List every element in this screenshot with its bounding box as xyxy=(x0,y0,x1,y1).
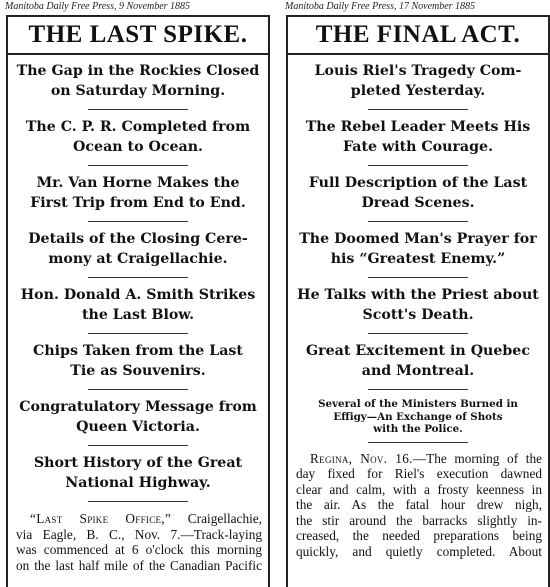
left-deck-7: Congratulatory Message from Queen Victoria. xyxy=(19,399,257,435)
dateline: “Last Spike Office,” xyxy=(30,511,172,526)
left-deck-1: The Gap in the Rockies Closed on Saturday Morning. xyxy=(16,63,260,99)
right-clipping xyxy=(284,0,550,587)
left-deck-6: Chips Taken from the Last Tie as Souvenirs. xyxy=(33,343,243,379)
right-deck-2: The Rebel Leader Meets His Fate with Courage. xyxy=(305,119,531,155)
left-deck-2: The C. P. R. Completed from Ocean to Ocean. xyxy=(25,119,251,155)
left-headline: THE LAST SPIKE. xyxy=(8,17,268,55)
left-article-body: “Last Spike Office,” Craigellachie, via Eagle, B. C., Nov. 7.—Track-laying was commenced at 6 o'clock this morning on the last half mile of the Canadian Pacific xyxy=(16,511,263,573)
dateline: Regina, Nov. 16. xyxy=(310,450,413,466)
right-article-body: Regina, Nov. 16.—The morning of the day fixed for Riel's execution dawned clear and calm, with a frosty keenness in the air. As the fatal hour drew nigh, the stir around the barracks slightly in- creased, the needed preparations being quickly, and quietly completed. About xyxy=(296,450,542,559)
right-deck-4: The Doomed Man's Prayer for his “Greatest Enemy.” xyxy=(299,231,537,267)
right-deck-3: Full Description of the Last Dread Scenes. xyxy=(308,175,528,211)
left-source-caption: Manitoba Daily Free Press, 9 November 1885 xyxy=(5,1,191,12)
left-frame xyxy=(6,15,270,587)
left-deck-5: Hon. Donald A. Smith Strikes the Last Blow. xyxy=(20,287,256,323)
right-deck-6: Great Excitement in Quebec and Montreal. xyxy=(306,343,530,379)
right-headline: THE FINAL ACT. xyxy=(288,17,548,55)
right-deck-1: Louis Riel's Tragedy Com- pleted Yesterday. xyxy=(314,63,522,99)
right-subdeck: Several of the Ministers Burned in Effigy—An Exchange of Shots with the Police. xyxy=(318,398,518,435)
left-deck-4: Details of the Closing Cere- mony at Craigellachie. xyxy=(28,231,248,267)
left-deck-3: Mr. Van Horne Makes the First Trip from End to End. xyxy=(30,175,246,211)
right-deck-5: He Talks with the Priest about Scott's Death. xyxy=(297,287,539,323)
right-source-caption: Manitoba Daily Free Press, 17 November 1885 xyxy=(285,1,476,12)
left-deck-8: Short History of the Great National Highway. xyxy=(33,455,243,491)
right-frame xyxy=(286,15,550,587)
left-clipping xyxy=(4,0,270,587)
